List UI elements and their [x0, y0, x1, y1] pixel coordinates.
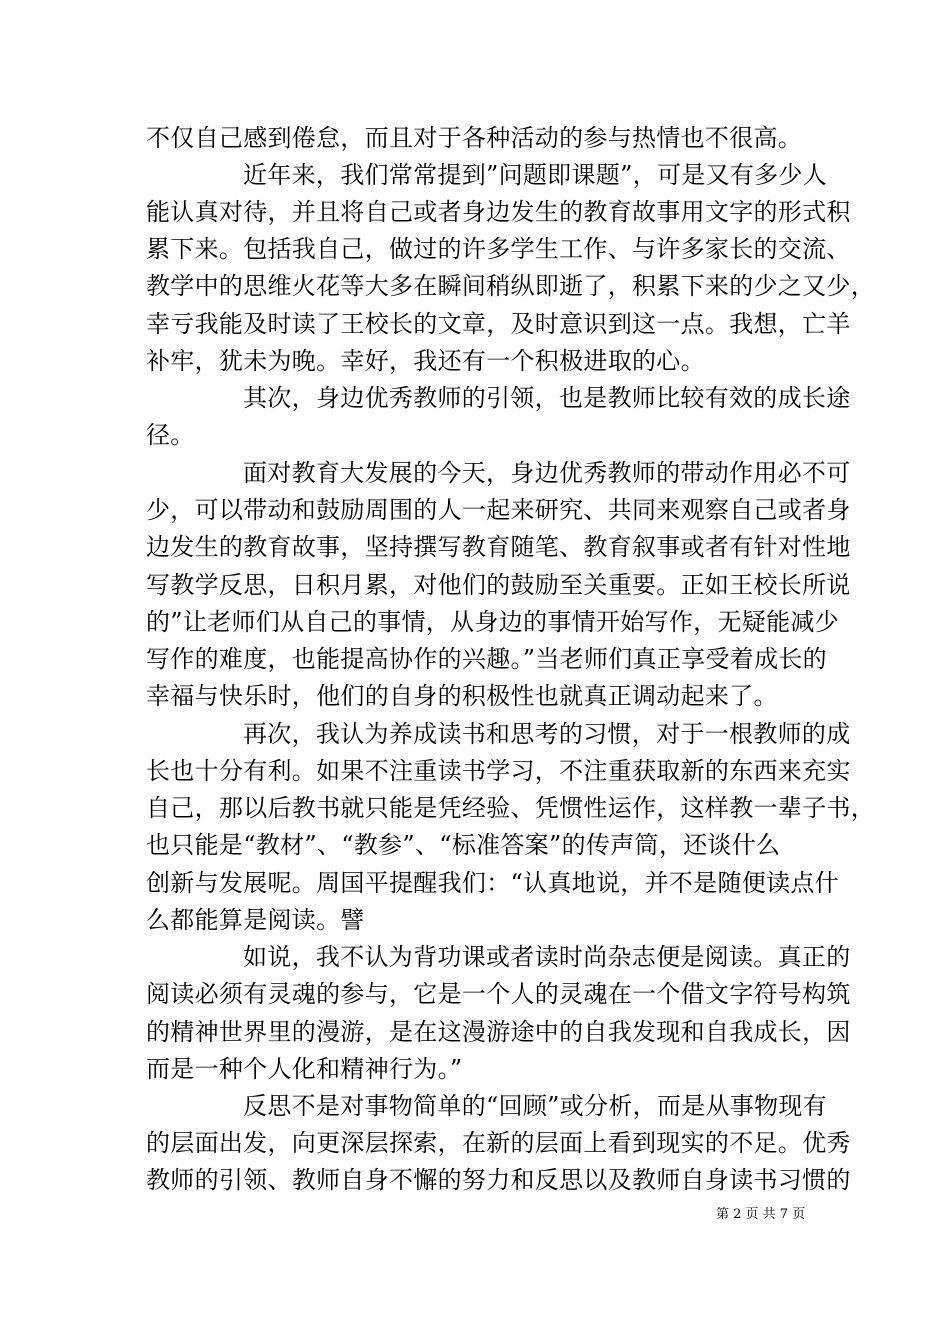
text-line: 的精神世界里的漫游，是在这漫游途中的自我发现和自我成长，因 — [146, 1018, 851, 1046]
text-line: 边发生的教育故事，坚持撰写教育随笔、教育叙事或者有针对性地 — [146, 533, 851, 561]
text-line: 写作的难度，也能提高协作的兴趣。”当老师们真正享受着成长的 — [146, 645, 827, 673]
text-line: 而是一种个人化和精神行为。” — [146, 1055, 463, 1083]
text-line: 累下来。包括我自己，做过的许多学生工作、与许多家长的交流、 — [146, 235, 851, 263]
text-line: 再次，我认为养成读书和思考的习惯，对于一根教师的成 — [243, 720, 851, 748]
text-line: 幸亏我能及时读了王校长的文章，及时意识到这一点。我想，亡羊 — [146, 310, 851, 338]
text-line: 阅读必须有灵魂的参与，它是一个人的灵魂在一个借文字符号构筑 — [146, 980, 851, 1008]
text-line: 少，可以带动和鼓励周围的人一起来研究、共同来观察自己或者身 — [146, 496, 851, 524]
text-line: 近年来，我们常常提到”问题即课题”，可是又有多少人 — [243, 161, 828, 189]
text-line: 的”让老师们从自己的事情，从身边的事情开始写作，无疑能减少 — [146, 608, 839, 636]
page-number-footer: 第 2 页 共 7 页 — [716, 1207, 806, 1222]
text-line: 能认真对待，并且将自己或者身边发生的教育故事用文字的形式积 — [146, 198, 851, 226]
text-line: 如说，我不认为背功课或者读时尚杂志便是阅读。真正的 — [243, 943, 851, 971]
text-line: 反思不是对事物简单的“回顾”或分析，而是从事物现有 — [243, 1092, 828, 1120]
text-line: 幸福与快乐时，他们的自身的积极性也就真正调动起来了。 — [146, 682, 778, 710]
text-line: 么都能算是阅读。譬 — [146, 906, 365, 934]
text-line: 补牢，犹未为晚。幸好，我还有一个积极进取的心。 — [146, 347, 705, 375]
text-line: 也只能是“教材”、“教参”、“标准答案”的传声筒，还谈什么 — [146, 831, 781, 859]
text-line: 教师的引领、教师自身不懈的努力和反思以及教师自身读书习惯的 — [146, 1166, 851, 1194]
text-line: 自己，那以后教书就只能是凭经验、凭惯性运作，这样教一辈子书， — [146, 794, 875, 822]
text-line: 写教学反思，日积月累，对他们的鼓励至关重要。正如王校长所说 — [146, 571, 851, 599]
text-line: 长也十分有利。如果不注重读书学习，不注重获取新的东西来充实 — [146, 757, 851, 785]
text-line: 面对教育大发展的今天，身边优秀教师的带动作用必不可 — [243, 459, 851, 487]
text-line: 径。 — [146, 421, 195, 449]
text-line: 的层面出发，向更深层探索，在新的层面上看到现实的不足。优秀 — [146, 1129, 851, 1157]
text-line: 教学中的思维火花等大多在瞬间稍纵即逝了，积累下来的少之又少， — [146, 272, 875, 300]
text-line: 不仅自己感到倦怠，而且对于各种活动的参与热情也不很高。 — [146, 124, 803, 152]
text-line: 其次，身边优秀教师的引领，也是教师比较有效的成长途 — [243, 384, 851, 412]
text-line: 创新与发展呢。周国平提醒我们：“认真地说，并不是随便读点什 — [146, 869, 839, 897]
